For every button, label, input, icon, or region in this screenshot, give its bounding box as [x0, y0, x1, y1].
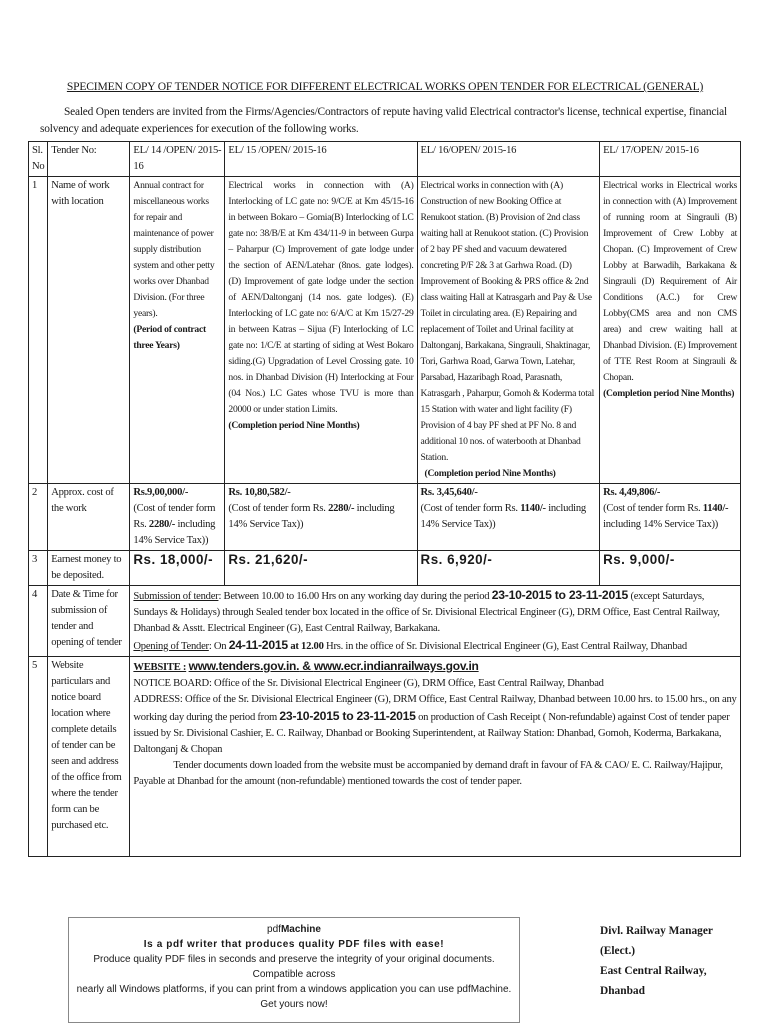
pdfmachine-line1: Produce quality PDF files in seconds and preserve the integrity of your original documents. Compatible across: [93, 954, 495, 980]
submission-date-to: 23-11-2015: [568, 588, 629, 602]
pdfmachine-tagline: Is a pdf writer that produces quality PDF files with ease!: [143, 939, 445, 950]
tender-no-header: Tender No:: [48, 142, 130, 177]
work-period: (Completion period Nine Months): [424, 468, 556, 479]
work-description: Electrical works in Electrical works in connection with (A) Improvement of running room at Singrauli (B) Improvement of Crew Lobby at Chopan. (C) Improvement of Crew Lobby at Barwadih, Barkakana & Singrauli (D) Requirement of Air Conditions (A.C.) for Crew Lobby(CMS area and non CMS area) and crew waiting hall at Dhanbad Division. (E) Improvement of TTE Rest Room at Singrauli & Chopan.: [603, 180, 737, 383]
tender-no-el17: EL/ 17/OPEN/ 2015-16: [600, 142, 741, 177]
address-part1: ADDRESS: Office of the Sr. Divisional Electrical Engineer (G), DRM Office, East Central Railway, Dhanbad between 10.00 hrs. to 15.00 hrs., on any working day during the period from: [133, 694, 737, 723]
row-label: [48, 657, 130, 857]
intro-paragraph: Sealed Open tenders are invited from the Firms/Agencies/Contractors of repute having valid Electrical contractor's license, technical expertise, financial solvency and adequate experiences for execution of the following works.: [40, 106, 727, 135]
row-sl: 5: [29, 657, 48, 857]
website-details: [130, 657, 741, 857]
brand-prefix: pdf: [267, 924, 281, 935]
signature-office: East Central Railway, Dhanbad: [600, 965, 707, 997]
form-cost-text: (Cost of tender form Rs.: [420, 503, 521, 514]
tender-documents-text: Tender documents down loaded from the website must be accompanied by demand draft in favour of FA & CAO/ E. C. Railway/Hajipur, Payable at Dhanbad for the amount (non-refundable) mentioned towards the cost of tender paper.: [133, 760, 723, 787]
form-cost-text: (Cost of tender form Rs.: [603, 503, 703, 514]
opening-at: at: [287, 641, 302, 652]
row-sl: 2: [29, 484, 48, 551]
opening-date: 24-11-2015: [228, 638, 288, 652]
form-cost-text: including 14% Service Tax)): [228, 503, 395, 530]
form-cost-text: including 14% Service Tax)): [133, 519, 216, 546]
form-cost-amount: 1140/-: [702, 503, 729, 514]
work-el17: [600, 177, 741, 484]
earnest-el14: Rs. 18,000/-: [130, 551, 225, 586]
pdfmachine-banner[interactable]: [68, 917, 520, 1023]
cost-el16: [417, 484, 600, 551]
pdfmachine-cta[interactable]: Get yours now!: [260, 999, 328, 1010]
row-sl: 3: [29, 551, 48, 586]
row-sl: 4: [29, 586, 48, 657]
earnest-el17: Rs. 9,000/-: [600, 551, 741, 586]
form-cost-text: (Cost of tender form Rs.: [228, 503, 329, 514]
sl-no-header: Sl. No: [29, 142, 48, 177]
submission-text: [133, 587, 737, 637]
form-cost-text: (Cost of tender form Rs.: [133, 503, 216, 530]
opening-time: 12.00: [301, 641, 324, 652]
submission-opening-details: [130, 586, 741, 657]
website-line: [133, 658, 737, 676]
work-el16: [417, 177, 600, 484]
address-text: [133, 692, 737, 758]
row-label: Name of work with location: [48, 177, 130, 484]
submission-date-separator: to: [551, 588, 569, 602]
notice-board-text: NOTICE BOARD: Office of the Sr. Divisional Electrical Engineer (G), DRM Office, East Central Railway, Dhanbad: [133, 678, 604, 689]
work-period: (Completion period Nine Months): [228, 420, 360, 431]
opening-text: [133, 637, 737, 655]
pdfmachine-line2: nearly all Windows platforms, if you can print from a windows application you can use pdfMachine.: [76, 984, 512, 995]
cost-el17: [600, 484, 741, 551]
tender-no-el16: EL/ 16/OPEN/ 2015-16: [417, 142, 600, 177]
tender-no-el14: EL/ 14 /OPEN/ 2015- 16: [130, 142, 225, 177]
earnest-el16: Rs. 6,920/-: [417, 551, 600, 586]
row-label-text: Website particulars and notice board location where complete details of tender can be seen and address of the office from where the tender form can be purchased etc.: [51, 660, 122, 831]
pdfmachine-brand: [69, 922, 519, 937]
table-row-website: [29, 657, 741, 857]
signature-title: Divl. Railway Manager (Elect.): [600, 925, 713, 957]
opening-pre: : On: [208, 641, 229, 652]
cost-el15: [225, 484, 417, 551]
row-label: Approx. cost of the work: [48, 484, 130, 551]
opening-location: Hrs. in the office of Sr. Divisional Electrical Engineer (G), East Central Railway, Dhanbad: [323, 641, 687, 652]
submission-label: Submission of tender: [133, 591, 219, 602]
cost-el14: [130, 484, 225, 551]
table-row-name-of-work: [29, 177, 741, 484]
opening-label: Opening of Tender: [133, 641, 209, 652]
address-date-to: 23-11-2015: [356, 709, 416, 723]
cost-amount: Rs. 10,80,582/-: [228, 487, 291, 498]
submission-date-from: 23-10-2015: [491, 588, 552, 602]
cost-amount: Rs. 4,49,806/-: [603, 487, 661, 498]
document-heading: SPECIMEN COPY OF TENDER NOTICE FOR DIFFERENT ELECTRICAL WORKS OPEN TENDER FOR ELECTRICAL (GENERAL): [66, 80, 704, 93]
table-row-date-time: [29, 586, 741, 657]
form-cost-amount: 2280/-: [328, 503, 355, 514]
cost-amount: Rs.9,00,000/-: [133, 487, 189, 498]
row-sl: 1: [29, 177, 48, 484]
work-el15: [225, 177, 417, 484]
submission-period-text: : Between 10.00 to 16.00 Hrs on any working day during the period: [218, 591, 492, 602]
website-label: WEBSITE :: [133, 662, 187, 673]
form-cost-amount: 1140/-: [520, 503, 546, 514]
work-description: Electrical works in connection with (A) Construction of new Booking Office at Renukoot station. (B) Provision of 2nd class waiting hall at Renukoot station. (C) Provision of 2 bay PF shed and vacuum dewatered concreting P/F 2& 3 at Garhwa Road. (D) Improvement of Booking & PRS office & 2nd class waiting Hall at Katrasgarh and Pay & Use Toilet in circulating area. (E) Repairing and replacement of Toilet and Urinal facility at Daltonganj, Barkakana, Singrauli, Shaktinagar, Tori, Garhwa Road, Garwa Town, Latehar, Parsabad, Hazaribagh Road, Parasnath, Katrasgarh , Paharpur, Gomoh & Koderma total 15 Station with water and light facility (F) Provision of 4 bay PF shed at PF No. 8 and additional 10 nos. of waterbooth at Dhanbad Station.: [420, 180, 595, 463]
work-el14: [130, 177, 225, 484]
address-date-separator: to: [339, 709, 357, 723]
work-period: (Completion period Nine Months): [603, 388, 735, 399]
row-label-clip: [51, 658, 126, 855]
tender-table: [28, 141, 741, 857]
work-period: (Period of contract three Years): [133, 324, 206, 351]
work-description: Annual contract for miscellaneous works for repair and maintenance of power supply distribution system and other petty works over Dhanbad Division. (For three years).: [133, 180, 215, 319]
form-cost-amount: 2280/-: [148, 519, 176, 530]
website-link-ecr[interactable]: www.ecr.indianrailways.gov.in: [313, 659, 479, 673]
signature-block: [600, 921, 740, 1001]
row-label: Date & Time for submission of tender and opening of tender: [48, 586, 130, 657]
address-part2: on production of Cash Receipt ( Non-refundable) against Cost of tender paper issued by Sr. Divisional Cashier, E. C. Railway, Dhanbad or Booking Superintendent, at Railway Station: Dhanbad, Gomoh, Koderma, Barkakana, Daltonganj & Chopan: [133, 712, 730, 755]
cost-amount: Rs. 3,45,640/-: [420, 487, 478, 498]
earnest-el15: Rs. 21,620/-: [225, 551, 417, 586]
brand-suffix: Machine: [280, 924, 321, 935]
submission-location-text: (except Saturdays, Sundays & Holidays) through Sealed tender box located in the office of Sr. Divisional Electrical Engineer (G), DRM Office, East Central Railway, Dhanbad & Asstt. Electrical Engineer (G), East Central Railway, Barkakana.: [133, 591, 720, 634]
form-cost-text: including 14% Service Tax)): [420, 503, 586, 530]
table-header-row: [29, 142, 741, 177]
address-date-from: 23-10-2015: [279, 709, 340, 723]
website-ampersand: &: [299, 659, 314, 673]
work-description: Electrical works in connection with (A) Interlocking of LC gate no: 9/C/E at Km 45/15-16 in between Bokaro – Gomia(B) Interlocking of LC gate no: 38/B/E at Km 434/11-9 in between Gurpa – Paharpur (C) Improvement of gate lodge under the section of AEN/Latehar (8nos. gate lodges). (D) Improvement of gate lodge under the section of AEN/Daltonganj (14 nos. gate lodges). (E) Interlocking of LC gate no: 6/A/C at Km 15/27-29 in between Katras – Sijua (F) Interlocking of LC gate no: 1/C/E at starting of siding at West Bokaro siding.(G) Upgradation of Level Crossing gate. 10 nos. in Dhanbad Division (H) Interlocking at Four (04 Nos.) LC Gates whose TVU is more than 20000 or under station Limits.: [228, 180, 414, 415]
tender-no-el15: EL/ 15 /OPEN/ 2015-16: [225, 142, 417, 177]
table-row-approx-cost: [29, 484, 741, 551]
table-row-earnest-money: [29, 551, 741, 586]
form-cost-text: including 14% Service Tax)): [603, 519, 719, 530]
website-link-tenders[interactable]: www.tenders.gov.in.: [188, 659, 300, 673]
row-label: Earnest money to be deposited.: [48, 551, 130, 586]
